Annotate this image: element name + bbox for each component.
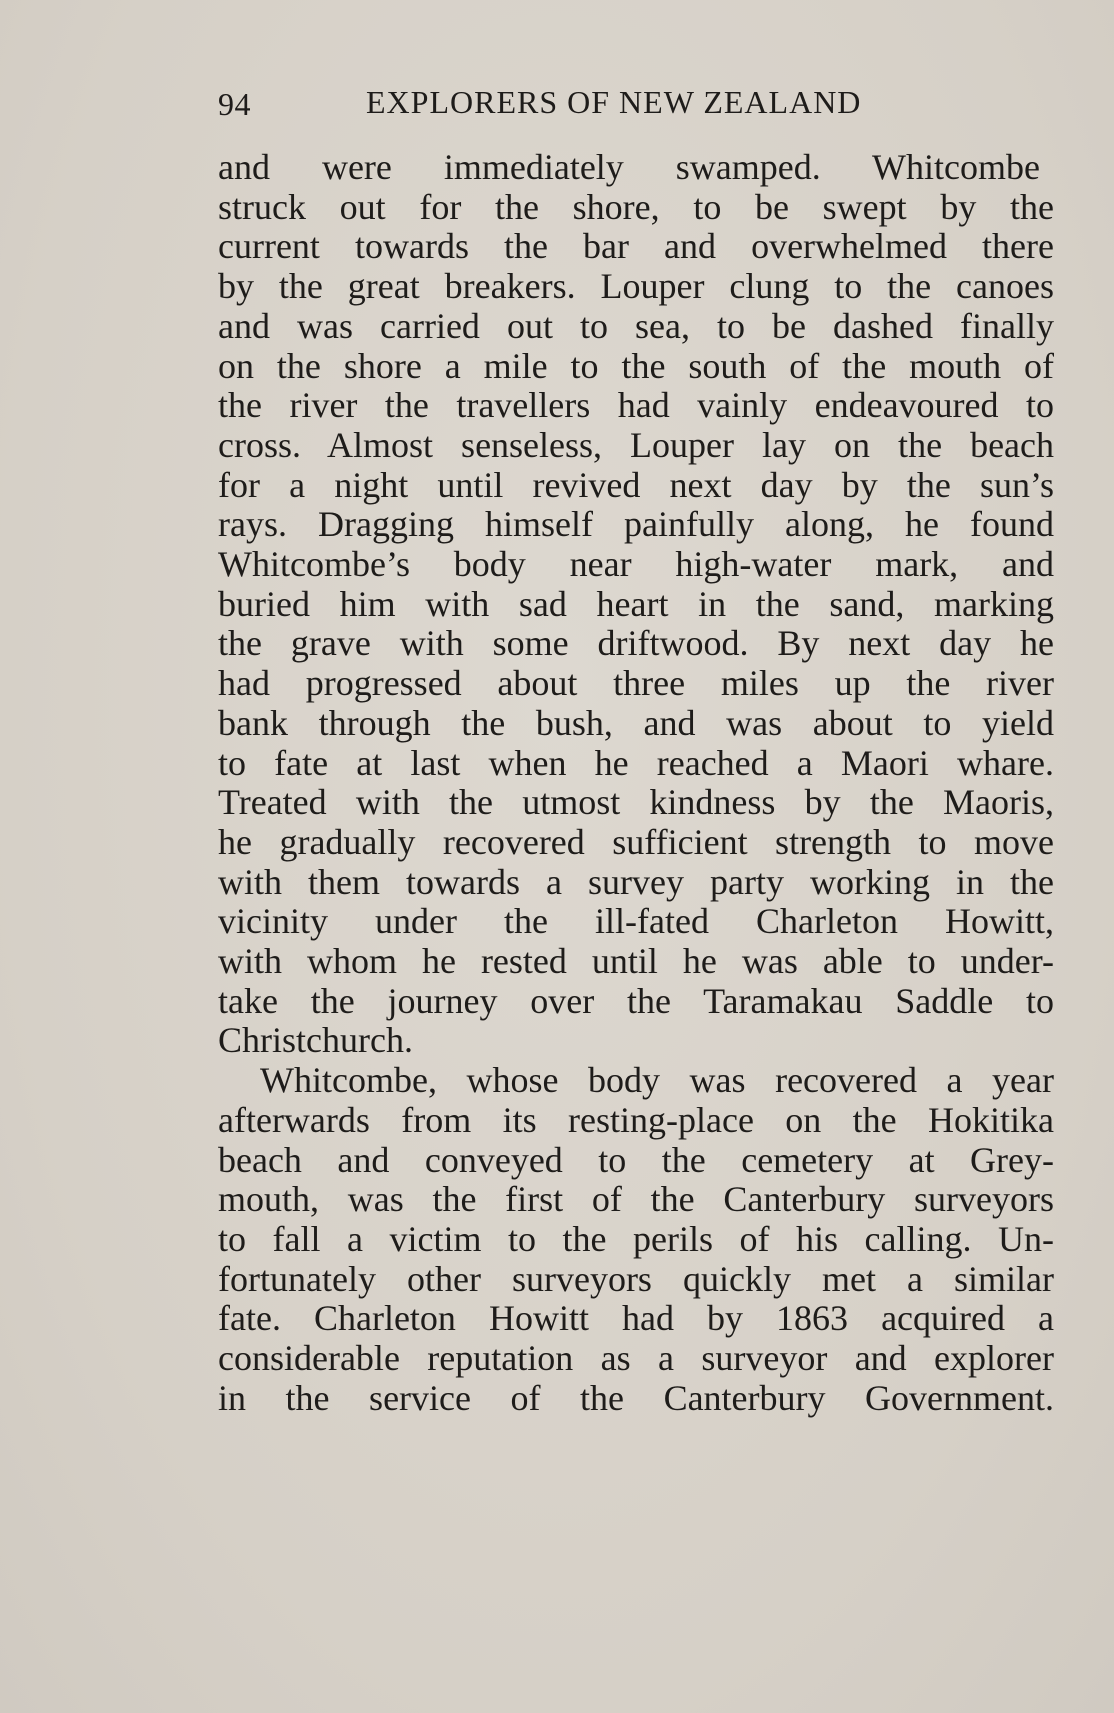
text-line: fortunately other surveyors quickly met a similar (218, 1258, 1054, 1299)
text-line: the river the travellers had vainly endeavoured to (218, 385, 1054, 426)
text-line: bank through the bush, and was about to yield (218, 702, 1054, 743)
text-line: to fall a victim to the perils of his calling. Un- (218, 1218, 1054, 1259)
text-line: mouth, was the first of the Canterbury surveyors (218, 1179, 1054, 1220)
text-line: in the service of the Canterbury Government. (218, 1377, 1054, 1418)
text-line: with whom he rested until he was able to under- (218, 941, 1054, 982)
text-line: current towards the bar and overwhelmed there (218, 226, 1054, 267)
text-line: beach and conveyed to the cemetery at Grey- (218, 1139, 1054, 1180)
text-line: had progressed about three miles up the river (218, 663, 1054, 704)
text-line: the grave with some driftwood. By next day he (218, 623, 1054, 664)
text-line: buried him with sad heart in the sand, marking (218, 583, 1054, 624)
running-title: EXPLORERS OF NEW ZEALAND (366, 84, 862, 120)
text-line: and were immediately swamped. Whitcombe (218, 147, 1040, 187)
text-line: cross. Almost senseless, Louper lay on the beach (218, 424, 1054, 465)
body-text (218, 148, 1054, 1419)
text-line: rays. Dragging himself painfully along, he found (218, 504, 1054, 545)
paragraph-end-line: Christchurch. (218, 1020, 413, 1061)
text-line: and was carried out to sea, to be dashed finally (218, 305, 1054, 346)
text-line: for a night until revived next day by the sun’s (218, 464, 1054, 505)
text-line: by the great breakers. Louper clung to the canoes (218, 266, 1054, 307)
running-head (218, 84, 1058, 124)
text-line: take the journey over the Taramakau Saddle to (218, 980, 1054, 1021)
text-line: fate. Charleton Howitt had by 1863 acquired a (218, 1298, 1054, 1339)
text-line: afterwards from its resting-place on the Hokitika (218, 1099, 1054, 1140)
text-line: Whitcombe’s body near high-water mark, and (218, 544, 1054, 585)
text-line: Treated with the utmost kindness by the Maoris, (218, 782, 1054, 823)
text-line: to fate at last when he reached a Maori whare. (218, 742, 1054, 783)
text-line: vicinity under the ill-fated Charleton Howitt, (218, 901, 1054, 942)
text-line: he gradually recovered sufficient strength to move (218, 821, 1054, 862)
paragraph-start-line: Whitcombe, whose body was recovered a year (260, 1060, 1054, 1101)
text-line: considerable reputation as a surveyor and explorer (218, 1338, 1054, 1379)
text-line: struck out for the shore, to be swept by the (218, 186, 1054, 227)
text-line: on the shore a mile to the south of the mouth of (218, 345, 1054, 386)
page-number: 94 (218, 86, 251, 122)
text-line: with them towards a survey party working in the (218, 861, 1054, 902)
